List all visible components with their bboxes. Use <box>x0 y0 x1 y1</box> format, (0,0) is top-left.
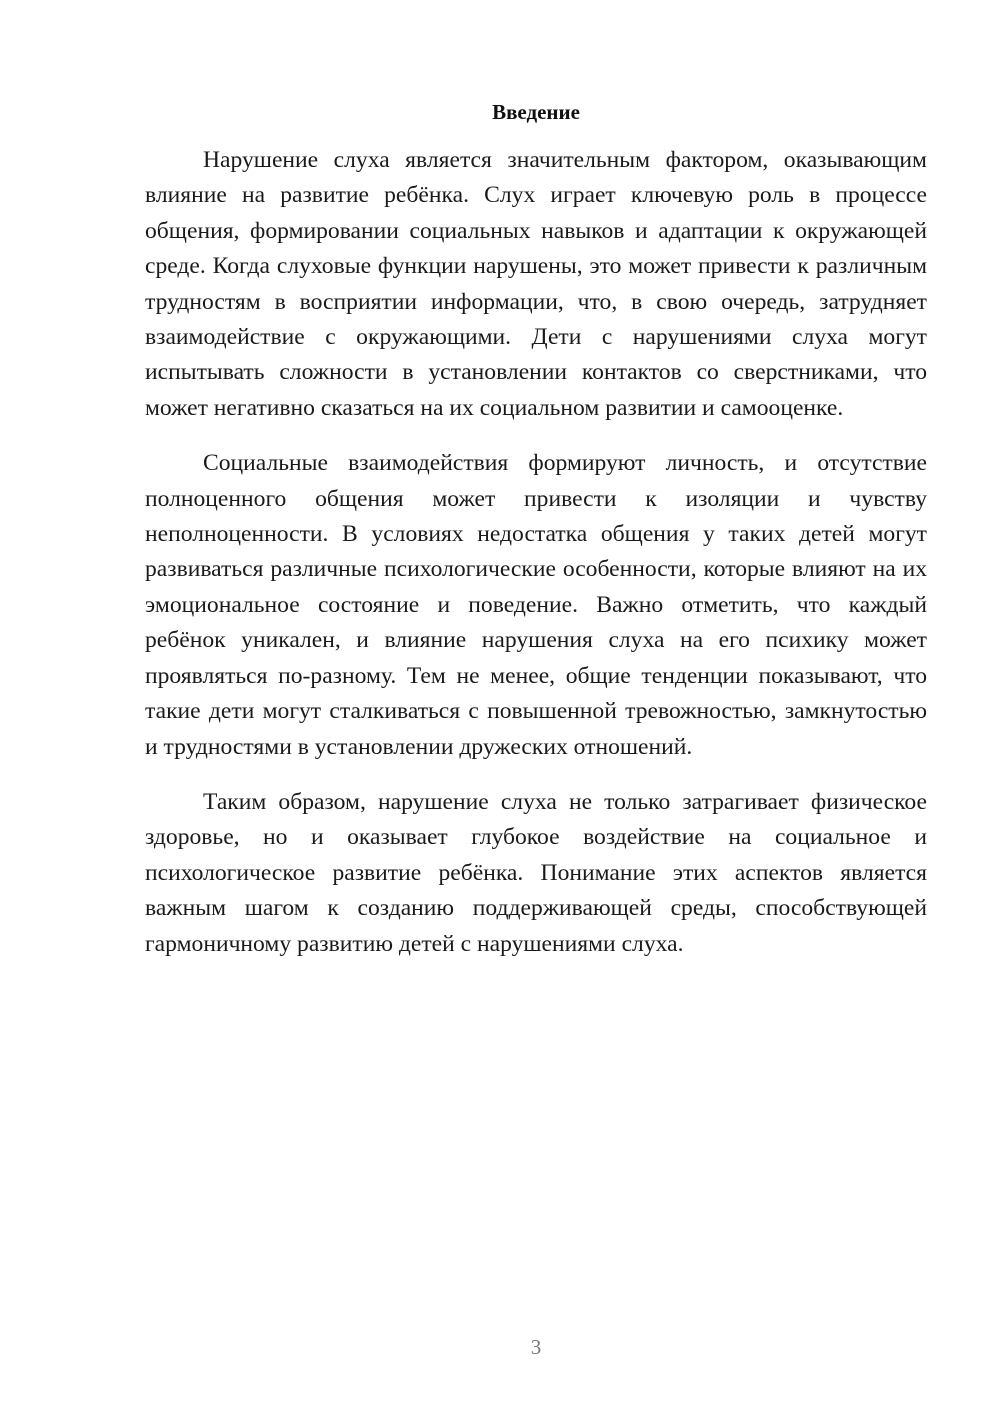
paragraph-1: Нарушение слуха является значительным фактором, оказывающим влияние на развитие ребёнка. Слух играет ключевую роль в процессе общения, формировании социальных навыков и адаптации к окружающей среде. Когда слуховые функции нарушены, это может привести к различным трудностям в восприятии информации, что, в свою очередь, затрудняет взаимодействие с окружающими. Дети с нарушениями слуха могут испытывать сложности в установлении контактов со сверстниками, что может негативно сказаться на их социальном развитии и самооценке. <box>145 147 927 421</box>
paragraph-2: Социальные взаимодействия формируют личность, и отсутствие полноценного общения может привести к изоляции и чувству неполноценности. В условиях недостатка общения у таких детей могут развиваться различные психологические особенности, которые влияют на их эмоциональное состояние и поведение. Важно отметить, что каждый ребёнок уникален, и влияние нарушения слуха на его психику может проявляться по-разному. Тем не менее, общие тенденции показывают, что такие дети могут сталкиваться с повышенной тревожностью, замкнутостью и трудностями в установлении дружеских отношений. <box>145 450 927 760</box>
page-title: Введение <box>492 100 580 124</box>
paragraph-3: Таким образом, нарушение слуха не только затрагивает физическое здоровье, но и оказывает глубокое воздействие на социальное и психологическое развитие ребёнка. Понимание этих аспектов является важным шагом к созданию поддерживающей среды, способствующей гармоничному развитию детей с нарушениями слуха. <box>145 788 927 957</box>
page-number: 3 <box>530 1335 542 1359</box>
body-text <box>145 143 927 982</box>
